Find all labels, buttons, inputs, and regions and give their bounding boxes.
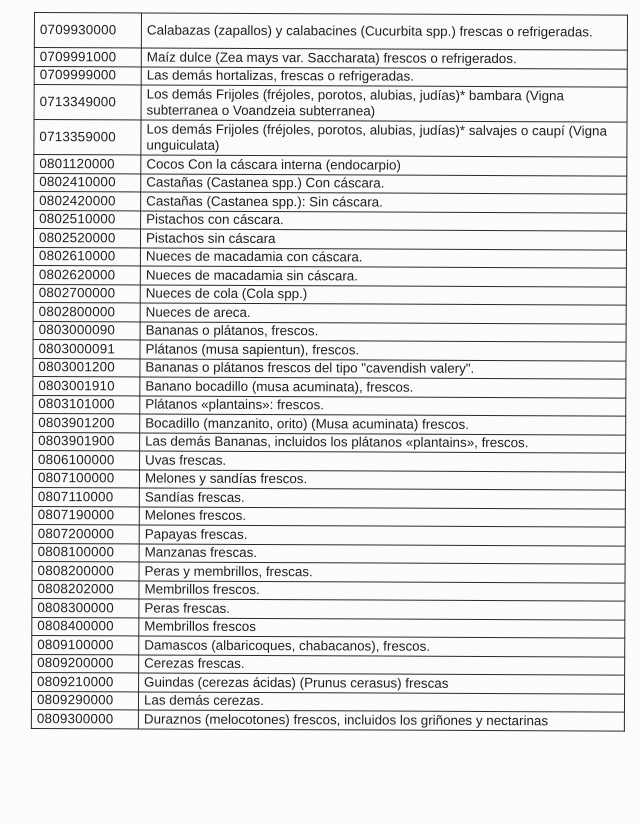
product-description: Castañas (Castanea spp.) Con cáscara. <box>141 173 627 194</box>
product-description: Nueces de areca. <box>140 303 626 324</box>
product-description: Plátanos (musa sapientun), frescos. <box>140 340 626 361</box>
tariff-code: 0807100000 <box>32 469 139 488</box>
tariff-code: 0807190000 <box>32 506 139 525</box>
tariff-code: 0803001200 <box>33 358 140 377</box>
tariff-code: 0803101000 <box>33 395 140 414</box>
product-description: Cerezas frescas. <box>139 654 625 675</box>
product-description: Duraznos (melocotones) frescos, incluidos los griñones y nectarinas <box>138 710 624 731</box>
tariff-code: 0809210000 <box>32 672 139 691</box>
product-description: Los demás Frijoles (fréjoles, porotos, alubias, judías)* bambara (Vigna subterranea o Voandzeia subterranea) <box>141 85 627 122</box>
product-description: Sandías frescas. <box>139 488 625 509</box>
tariff-code: 0802610000 <box>33 247 140 266</box>
tariff-code: 0713349000 <box>34 85 141 120</box>
tariff-code: 0802520000 <box>33 229 140 248</box>
tariff-code: 0802510000 <box>34 210 141 229</box>
tariff-code: 0803901900 <box>33 432 140 451</box>
tariff-code: 0709999000 <box>34 66 141 85</box>
product-description: Melones frescos. <box>139 506 625 527</box>
product-description: Las demás hortalizas, frescas o refrigeradas. <box>141 66 627 87</box>
tariff-code: 0809300000 <box>31 709 138 728</box>
table-row <box>34 120 627 158</box>
product-description: Las demás Bananas, incluidos los plátanos «plantains», frescos. <box>140 432 626 453</box>
tariff-code: 0802700000 <box>33 284 140 303</box>
product-description: Cocos Con la cáscara interna (endocarpio) <box>141 155 627 176</box>
tariff-code: 0807110000 <box>32 487 139 506</box>
tariff-table <box>31 12 628 731</box>
tariff-code: 0802620000 <box>33 265 140 284</box>
tariff-code: 0802420000 <box>34 192 141 211</box>
tariff-code: 0802410000 <box>34 173 141 192</box>
tariff-code: 0713359000 <box>34 120 141 155</box>
product-description: Bananas o plátanos frescos del tipo "cavendish valery". <box>140 358 626 379</box>
tariff-code: 0808400000 <box>32 617 139 636</box>
tariff-code: 0809200000 <box>32 654 139 673</box>
product-description: Pistachos sin cáscara <box>140 229 626 250</box>
tariff-code: 0808300000 <box>32 598 139 617</box>
product-description: Bocadillo (manzanito, orito) (Musa acuminata) frescos. <box>140 414 626 435</box>
tariff-code: 0806100000 <box>33 450 140 469</box>
product-description: Peras frescas. <box>139 599 625 620</box>
product-description: Castañas (Castanea spp.): Sin cáscara. <box>141 192 627 213</box>
product-description: Guindas (cerezas ácidas) (Prunus cerasus) frescas <box>139 673 625 694</box>
table-row <box>34 85 627 123</box>
table-row <box>31 709 624 730</box>
tariff-code: 0808202000 <box>32 580 139 599</box>
tariff-code: 0803000090 <box>33 321 140 340</box>
tariff-code: 0809290000 <box>31 691 138 710</box>
tariff-code: 0803001910 <box>33 376 140 395</box>
tariff-code: 0802800000 <box>33 302 140 321</box>
product-description: Nueces de macadamia con cáscara. <box>140 247 626 268</box>
product-description: Manzanas frescas. <box>139 543 625 564</box>
product-description: Plátanos «plantains»: frescos. <box>140 395 626 416</box>
product-description: Melones y sandías frescos. <box>139 469 625 490</box>
product-description: Los demás Frijoles (fréjoles, porotos, alubias, judías)* salvajes o caupí (Vigna unguiculata) <box>141 120 627 157</box>
product-description: Las demás cerezas. <box>138 691 624 712</box>
product-description: Peras y membrillos, frescas. <box>139 562 625 583</box>
tariff-code: 0808200000 <box>32 561 139 580</box>
product-description: Banano bocadillo (musa acuminata), frescos. <box>140 377 626 398</box>
product-description: Damascos (albaricoques, chabacanos), frescos. <box>139 636 625 657</box>
product-description: Membrillos frescos. <box>139 580 625 601</box>
product-description: Nueces de macadamia sin cáscara. <box>140 266 626 287</box>
tariff-code: 0801120000 <box>34 155 141 174</box>
tariff-code: 0808100000 <box>32 543 139 562</box>
tariff-code: 0709991000 <box>34 48 141 67</box>
tariff-code: 0803901200 <box>33 413 140 432</box>
product-description: Calabazas (zapallos) y calabacines (Cucurbita spp.) frescas o refrigeradas. <box>141 13 627 50</box>
product-description: Uvas frescas. <box>140 451 626 472</box>
product-description: Membrillos frescos <box>139 617 625 638</box>
tariff-code: 0807200000 <box>32 524 139 543</box>
tariff-code: 0709930000 <box>34 13 141 48</box>
product-description: Nueces de cola (Cola spp.) <box>140 284 626 305</box>
product-description: Maíz dulce (Zea mays var. Saccharata) frescos o refrigerados. <box>141 48 627 69</box>
product-description: Papayas frescas. <box>139 525 625 546</box>
product-description: Pistachos con cáscara. <box>141 210 627 231</box>
tariff-code: 0809100000 <box>32 635 139 654</box>
table-row <box>34 13 627 51</box>
tariff-code: 0803000091 <box>33 339 140 358</box>
product-description: Bananas o plátanos, frescos. <box>140 321 626 342</box>
